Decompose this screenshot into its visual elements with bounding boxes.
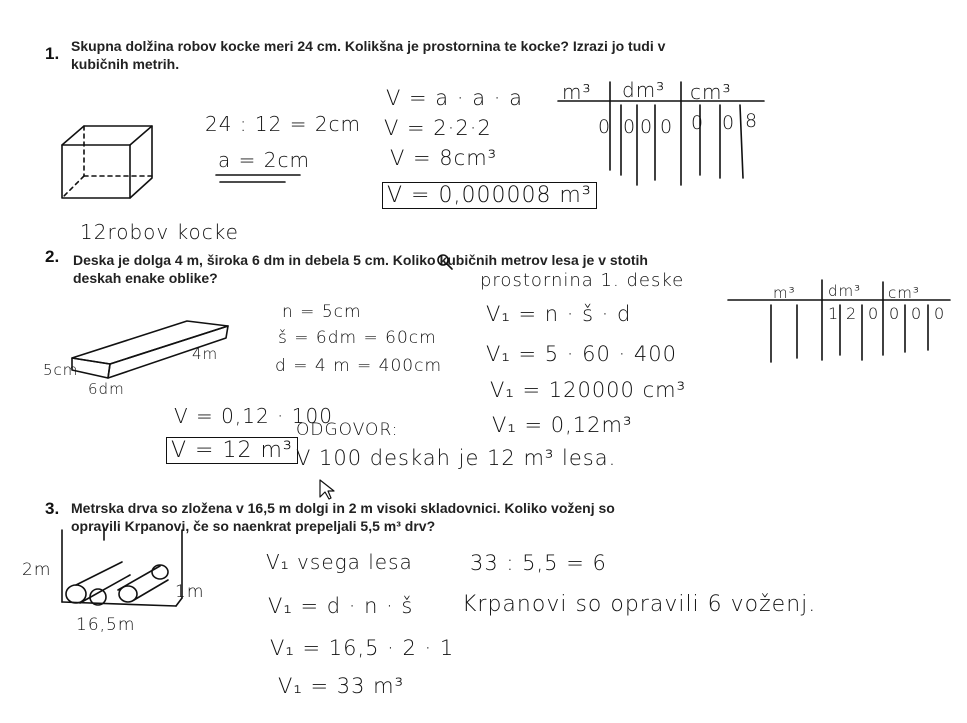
p3-formula-1: V₁ = d · n · š bbox=[268, 594, 414, 618]
p2-table-digit: 1 bbox=[828, 304, 840, 323]
p3-label-length: 16,5m bbox=[76, 615, 136, 635]
p1-table-header-cm3: cm³ bbox=[690, 80, 732, 104]
p1-formula-2: V = 2·2·2 bbox=[384, 116, 492, 140]
p1-table-digit: 0 bbox=[640, 116, 654, 138]
p2-thickness: n = 5cm bbox=[282, 302, 362, 322]
p2-heading: prostornina 1. deske bbox=[480, 270, 685, 291]
p3-formula-2: V₁ = 16,5 · 2 · 1 bbox=[270, 636, 455, 660]
p2-table-digit: 0 bbox=[868, 304, 880, 323]
p1-table-digit: 0 bbox=[660, 116, 674, 138]
p2-table-header-dm3: dm³ bbox=[828, 282, 862, 300]
woodpile-sketch bbox=[62, 528, 182, 606]
p2-volume-100: V = 0,12 · 100 bbox=[174, 404, 333, 428]
p3-formula-3: V₁ = 33 m³ bbox=[278, 674, 405, 698]
p2-answer-sentence: V 100 deskah je 12 m³ lesa. bbox=[296, 446, 617, 470]
p2-width: š = 6dm = 60cm bbox=[278, 328, 437, 348]
p1-table-digit: 8 bbox=[745, 110, 759, 132]
p3-heading: V₁ vsega lesa bbox=[266, 550, 413, 574]
p2-table-header-m3: m³ bbox=[773, 284, 796, 302]
p2-table-digit: 0 bbox=[889, 304, 901, 323]
p1-formula-1: V = a · a · a bbox=[386, 86, 523, 110]
p1-answer-box: V = 0,000008 m³ bbox=[382, 182, 597, 209]
p2-length: d = 4 m = 400cm bbox=[275, 356, 443, 376]
problem-3-text: Metrska drva so zložena v 16,5 m dolgi in 2 m visoki skladovnici. Koliko voženj so opravili Krpanovi, če so naenkrat prepeljali 5,5 m³ drv? bbox=[71, 500, 615, 534]
p1-table-digit: 0 bbox=[691, 112, 705, 134]
p1-cube-label: 12robov kocke bbox=[80, 220, 239, 244]
p1-table-header-m3: m³ bbox=[562, 80, 592, 104]
p1-calc-division: 24 : 12 = 2cm bbox=[205, 112, 362, 136]
p2-label-thickness: 5cm bbox=[43, 361, 79, 379]
p2-answer-box: V = 12 m³ bbox=[166, 437, 298, 464]
p3-label-depth: 1m bbox=[175, 582, 205, 602]
p1-table-header-dm3: dm³ bbox=[622, 78, 666, 102]
cube-sketch bbox=[62, 126, 152, 198]
p2-label-length: 4m bbox=[192, 345, 219, 363]
p3-division: 33 : 5,5 = 6 bbox=[470, 551, 607, 575]
p1-table-digit: 0 bbox=[623, 116, 637, 138]
p2-formula-4: V₁ = 0,12m³ bbox=[492, 413, 633, 437]
problem-2-number: 2. bbox=[45, 247, 60, 266]
p2-formula-2: V₁ = 5 · 60 · 400 bbox=[486, 342, 677, 366]
problem-1-text: Skupna dolžina robov kocke meri 24 cm. Kolikšna je prostornina te kocke? Izrazi jo tudi v kubičnih metrih. bbox=[71, 38, 666, 72]
p1-table-digit: 0 bbox=[598, 116, 612, 138]
p2-formula-1: V₁ = n · š · d bbox=[486, 302, 632, 326]
p1-table-digit: 0 bbox=[722, 112, 736, 134]
p2-label-width: 6dm bbox=[88, 380, 125, 398]
p3-label-height: 2m bbox=[22, 560, 52, 580]
p2-table-digit: 0 bbox=[911, 304, 923, 323]
p2-formula-3: V₁ = 120000 cm³ bbox=[490, 378, 686, 402]
p2-table-header-cm3: cm³ bbox=[888, 284, 920, 302]
p2-table-digit: 0 bbox=[934, 304, 946, 323]
p2-table-digit: 2 bbox=[846, 304, 858, 323]
problem-3-number: 3. bbox=[45, 499, 60, 518]
problem-1-number: 1. bbox=[45, 44, 60, 63]
p2-odgovor: ODGOVOR: bbox=[296, 420, 399, 440]
problem-2-text: Deska je dolga 4 m, široka 6 dm in debela 5 cm. Koliko kubičnih metrov lesa je v stotih deskah enake oblike? bbox=[73, 252, 648, 286]
p3-answer: Krpanovi so opravili 6 voženj. bbox=[462, 592, 817, 617]
p1-edge-length: a = 2cm bbox=[218, 148, 310, 172]
p1-formula-3: V = 8cm³ bbox=[390, 146, 498, 170]
